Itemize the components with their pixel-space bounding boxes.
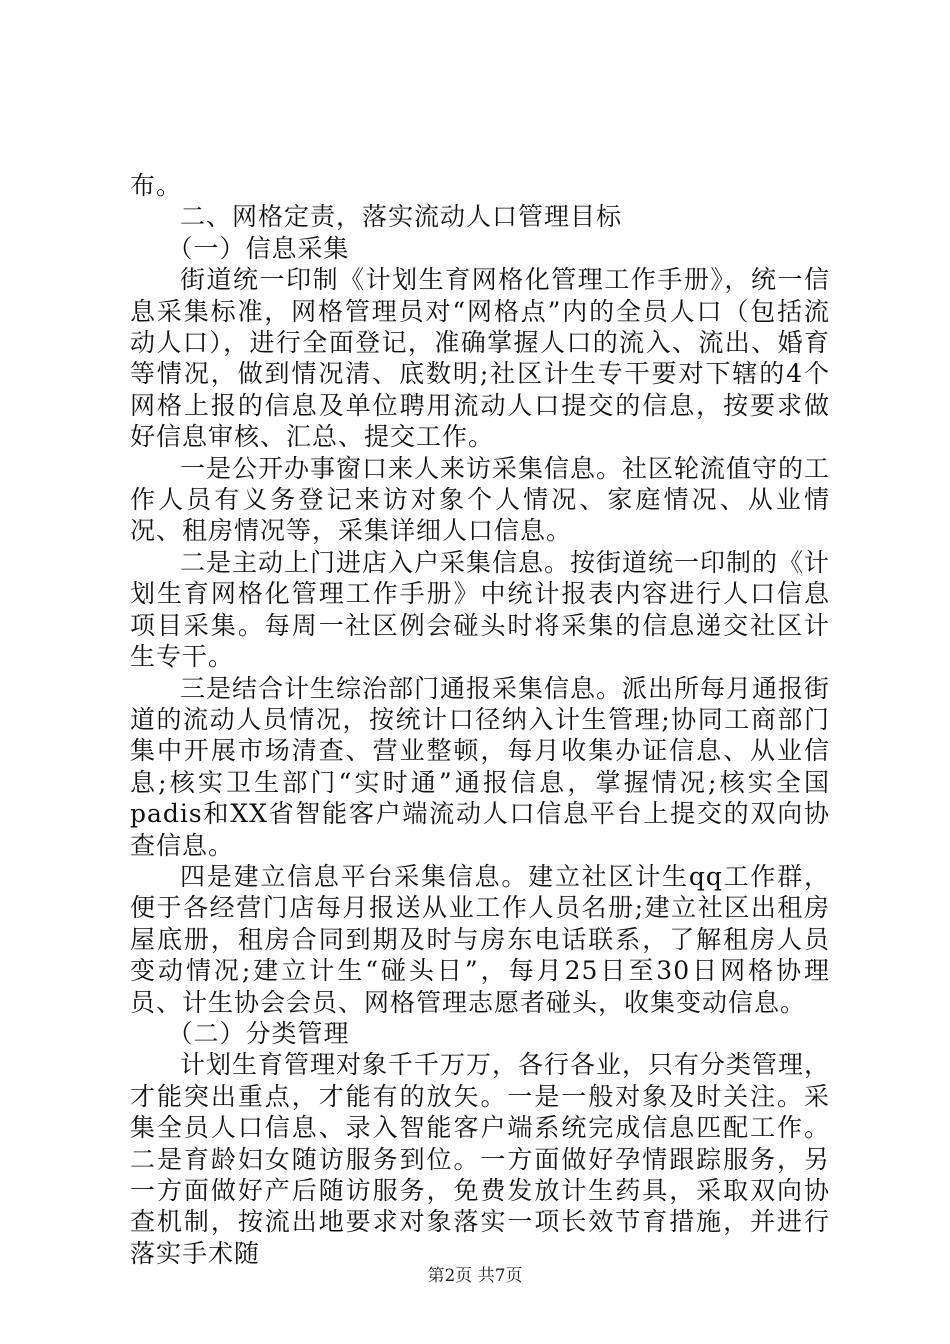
paragraph: 二是主动上门进店入户采集信息。按街道统一印制的《计划生育网格化管理工作手册》中统计报表内容进行人口信息项目采集。每周一社区例会碰头时将采集的信息递交社区计生专干。 (130, 547, 831, 672)
paragraph: 四是建立信息平台采集信息。建立社区计生qq工作群，便于各经营门店每月报送从业工作人员名册;建立社区出租房屋底册，租房合同到期及时与房东电话联系，了解租房人员变动情况;建立计生“碰头日”，每月25日至30日网格协理员、计生协会会员、网格管理志愿者碰头，收集变动信息。 (130, 861, 830, 1017)
paragraph: 街道统一印制《计划生育网格化管理工作手册》，统一信息采集标准，网格管理员对“网格点”内的全员人口（包括流动人口），进行全面登记，准确掌握人口的流入、流出、婚育等情况，做到情况清、底数明;社区计生专干要对下辖的4个网格上报的信息及单位聘用流动人口提交的信息，按要求做好信息审核、汇总、提交工作。 (130, 265, 830, 452)
document-body (130, 170, 830, 1269)
subsection-heading-classification: （二）分类管理 (167, 1018, 350, 1048)
continuation-text: 布。 (130, 171, 183, 200)
paragraph: 三是结合计生综治部门通报采集信息。派出所每月通报街道的流动人员情况，按统计口径纳入计生管理;协同工商部门集中开展市场清查、营业整顿，每月收集办证信息、从业信息;核实卫生部门“实时通”通报信息，掌握情况;核实全国padis和XX省智能客户端流动人口信息平台上提交的双向协查信息。 (130, 673, 831, 860)
subsection-heading-info-collection: （一）信息采集 (167, 233, 350, 263)
paragraph: 计划生育管理对象千千万万，各行各业，只有分类管理，才能突出重点，才能有的放矢。一是一般对象及时关注。采集全员人口信息、录入智能客户端系统完成信息匹配工作。二是育龄妇女随访服务到位。一方面做好孕情跟踪服务，另一方面做好产后随访服务，免费发放计生药具，采取双向协查机制，按流出地要求对象落实一项长效节育措施，并进行落实手术随 (130, 1050, 831, 1268)
section-heading: 二、网格定责，落实流动人口管理目标 (180, 202, 623, 232)
paragraph: 一是公开办事窗口来人来访采集信息。社区轮流值守的工作人员有义务登记来访对象个人情况、家庭情况、从业情况、租房情况等，采集详细人口信息。 (130, 453, 831, 546)
page-footer: 第2页 共7页 (427, 1266, 523, 1286)
